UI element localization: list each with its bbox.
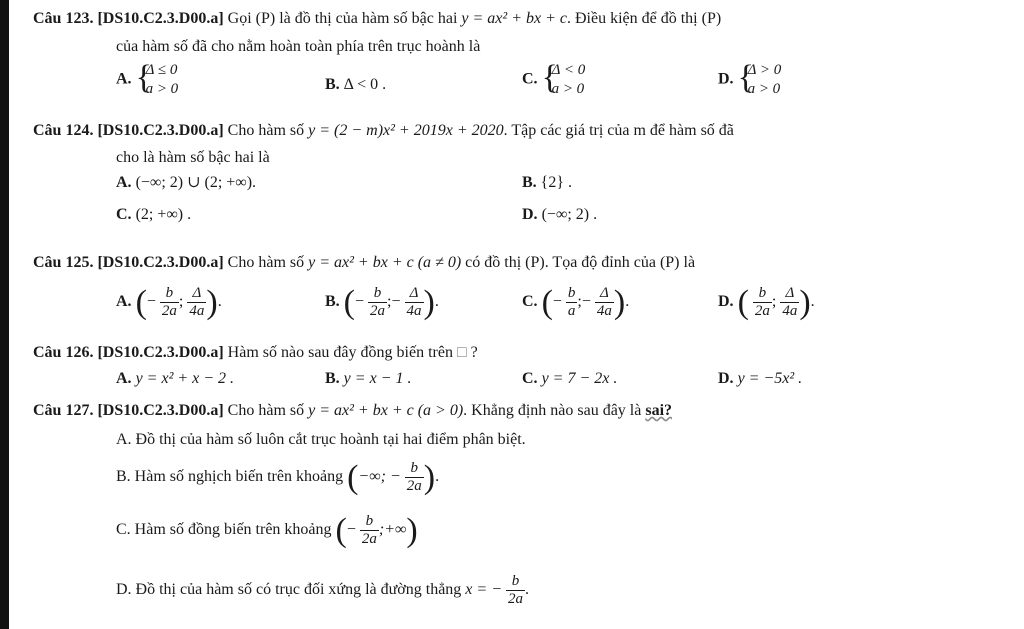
q125-text1: Cho hàm số — [227, 254, 305, 271]
q126-option-c — [522, 369, 617, 389]
minus-sign: − — [552, 293, 562, 311]
system-d: { Δ > 0 a > 0 — [737, 59, 782, 97]
option-text: Δ < 0 . — [343, 76, 387, 93]
minus-sign: − — [146, 293, 156, 311]
minus-sign: − — [581, 293, 591, 311]
option-text: D. Đồ thị của hàm số có trục đối xứng là đường thẳng — [116, 581, 462, 599]
q127-text1: Cho hàm số — [227, 402, 305, 419]
option-label: D. — [522, 206, 538, 223]
minus-sign: − — [391, 293, 401, 311]
q125-text2: có đồ thị (P). Tọa độ đỉnh của (P) là — [465, 254, 696, 271]
option-label: D. — [718, 293, 734, 311]
system-row: Δ ≤ 0 — [145, 62, 178, 78]
option-text: y = −5x² . — [737, 370, 803, 387]
system-a: { Δ ≤ 0 a > 0 — [135, 59, 179, 97]
fraction: $\frac{b}{a}$ — [567, 285, 576, 319]
q124-code: [DS10.C2.3.D00.a] — [97, 122, 224, 139]
q123-number: Câu 123. — [33, 10, 94, 27]
minus-sign: − — [355, 293, 365, 311]
q127-number: Câu 127. — [33, 402, 94, 419]
q124-line2: cho là hàm số bậc hai là — [116, 149, 270, 166]
option-label: A. — [116, 370, 132, 387]
q125-number: Câu 125. — [33, 254, 94, 271]
q125-option-d: D. ( $\frac{b}{2a}$ ; $\frac{\Delta}{4a}$ ). — [718, 283, 815, 321]
q127-sai: sai? — [645, 402, 673, 419]
q127-text2: . Khẳng định nào sau đây là — [463, 402, 642, 419]
option-label: B. — [325, 370, 340, 387]
q125-option-b: B. (− $\frac{b}{2a}$ ;− $\frac{\Delta}{4a}$ ). — [325, 283, 439, 321]
system-row: Δ > 0 — [747, 62, 782, 78]
q126-option-a — [116, 369, 234, 389]
q125-line1 — [33, 253, 695, 273]
q124-option-d — [522, 205, 597, 225]
option-label: B. — [325, 293, 340, 311]
q124-option-c — [116, 205, 191, 225]
q126-text1: Hàm số nào sau đây đồng biến trên — [227, 344, 453, 361]
option-text: {2} . — [540, 174, 573, 191]
q123-formula: y = ax² + bx + c — [461, 10, 567, 27]
q126-number: Câu 126. — [33, 344, 94, 361]
q127-line1 — [33, 401, 672, 421]
option-label: C. — [116, 206, 132, 223]
fraction: $\frac{b}{2a}$ — [161, 285, 177, 319]
q125-formula: y = ax² + bx + c (a ≠ 0) — [308, 254, 462, 271]
option-label: C. — [522, 370, 538, 387]
q124-option-b — [522, 173, 572, 193]
fraction: $\frac{\Delta}{4a}$ — [782, 285, 798, 319]
system-c: { Δ < 0 a > 0 — [541, 59, 586, 97]
option-label: B. — [325, 76, 340, 93]
q126-option-d — [718, 369, 802, 389]
q126-line1 — [33, 343, 478, 363]
fraction: $\frac{\Delta}{4a}$ — [596, 285, 612, 319]
q125-option-a: A. (− $\frac{b}{2a}$ ; $\frac{\Delta}{4a}$ ). — [116, 283, 222, 321]
q123-option-a — [116, 61, 178, 99]
separator: ; — [178, 293, 184, 311]
q124-formula: y = (2 − m)x² + 2019x + 2020 — [308, 122, 504, 139]
fraction: $\frac{b}{2a}$ — [361, 513, 377, 547]
q124-line1 — [33, 121, 734, 141]
system-row: a > 0 — [145, 81, 179, 97]
q126-code: [DS10.C2.3.D00.a] — [97, 344, 224, 361]
q123-option-d — [718, 61, 781, 99]
q127-formula: y = ax² + bx + c (a > 0) — [308, 402, 464, 419]
q123-line1 — [33, 9, 721, 29]
option-text: B. Hàm số nghịch biến trên khoảng — [116, 468, 344, 486]
fraction: $\frac{\Delta}{4a}$ — [189, 285, 205, 319]
q126-box: □ — [456, 344, 467, 361]
fraction: $\frac{b}{2a}$ — [370, 285, 386, 319]
option-label: A. — [116, 293, 132, 311]
system-row: a > 0 — [551, 81, 585, 97]
separator: ; — [387, 293, 392, 311]
option-label: A. — [116, 174, 132, 191]
fraction: $\frac{b}{2a}$ — [406, 460, 422, 494]
option-text: y = 7 − 2x . — [541, 370, 618, 387]
option-label: D. — [718, 70, 734, 88]
option-text: (2; +∞) . — [135, 206, 192, 223]
q124-text2: . Tập các giá trị của m để hàm số đã — [503, 122, 734, 139]
fraction: $\frac{b}{2a}$ — [508, 573, 523, 607]
q125-code: [DS10.C2.3.D00.a] — [97, 254, 224, 271]
option-text: (−∞; 2) . — [541, 206, 598, 223]
q123-code: [DS10.C2.3.D00.a] — [97, 10, 224, 27]
option-label: C. — [522, 293, 538, 311]
option-label: D. — [718, 370, 734, 387]
q127-option-b: B. Hàm số nghịch biến trên khoảng (−∞; − $\frac{b}{2a}$ ). — [116, 458, 440, 496]
q127-option-a: A. Đồ thị của hàm số luôn cắt trục hoành tại hai điểm phân biệt. — [116, 431, 526, 448]
q125-option-c: C. (− $\frac{b}{a}$ ;− $\frac{\Delta}{4a}$ ). — [522, 283, 630, 321]
option-label: A. — [116, 70, 132, 88]
fraction: $\frac{\Delta}{4a}$ — [406, 285, 422, 319]
fraction: $\frac{b}{2a}$ — [754, 285, 770, 319]
system-row: a > 0 — [747, 81, 781, 97]
option-label: C. — [522, 70, 538, 88]
left-edge-bar — [0, 0, 9, 629]
q123-text2: . Điều kiện để đồ thị (P) — [566, 10, 722, 27]
q124-text1: Cho hàm số — [227, 122, 305, 139]
q124-option-a — [116, 173, 256, 193]
q123-line2: của hàm số đã cho nằm hoàn toàn phía trên trục hoành là — [116, 38, 481, 55]
option-text: C. Hàm số đồng biến trên khoảng — [116, 521, 332, 539]
q123-option-b — [325, 75, 386, 95]
equation-text: x = − — [465, 581, 502, 599]
interval-text: ;+∞ — [378, 521, 407, 539]
q123-option-c — [522, 61, 585, 99]
interval-text: −∞; − — [358, 468, 401, 486]
q123-text1: Gọi (P) là đồ thị của hàm số bậc hai — [227, 10, 458, 27]
option-text: y = x − 1 . — [343, 370, 412, 387]
option-text: (−∞; 2) ∪ (2; +∞). — [135, 174, 257, 191]
separator: ; — [771, 293, 777, 311]
q126-text2: ? — [470, 344, 478, 361]
q124-number: Câu 124. — [33, 122, 94, 139]
separator: ; — [577, 293, 582, 311]
q127-code: [DS10.C2.3.D00.a] — [97, 402, 224, 419]
q127-option-c: C. Hàm số đồng biến trên khoảng (− $\frac{b}{2a}$ ;+∞) — [116, 511, 418, 549]
q126-option-b — [325, 369, 411, 389]
option-label: B. — [522, 174, 537, 191]
option-text: y = x² + x − 2 . — [135, 370, 235, 387]
q127-option-d: D. Đồ thị của hàm số có trục đối xứng là đường thẳng x = − $\frac{b}{2a}$ . — [116, 573, 529, 607]
system-row: Δ < 0 — [551, 62, 586, 78]
